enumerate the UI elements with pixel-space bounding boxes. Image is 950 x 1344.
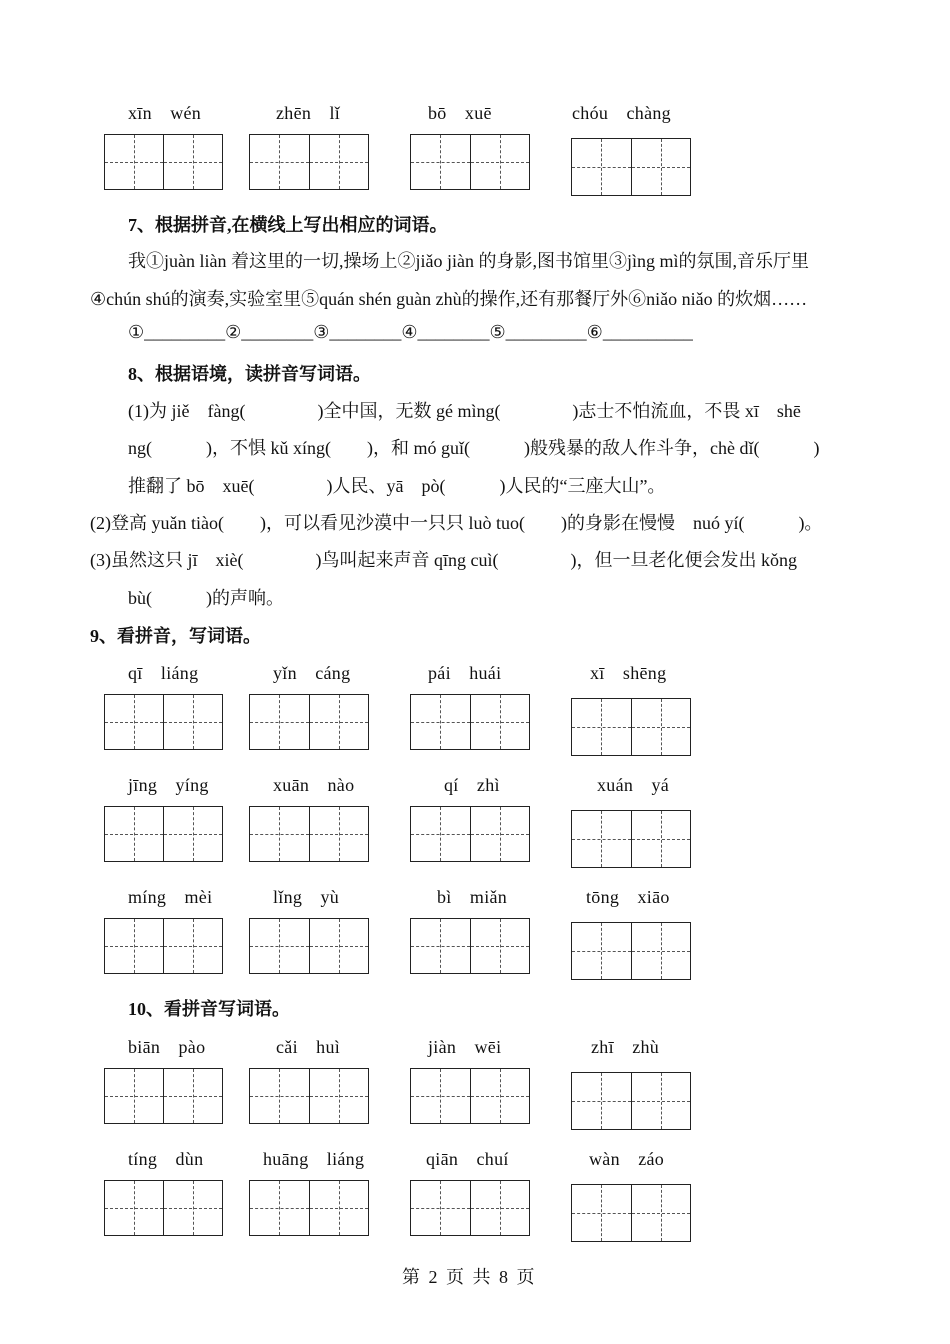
pinyin-label: xīn wén (128, 103, 202, 123)
tianzige-writing-box[interactable] (104, 1180, 223, 1236)
tianzige-writing-box[interactable] (410, 918, 530, 974)
question-7-line: 我①juàn liàn 着这里的一切,操场上②jiǎo jiàn 的身影,图书馆里③jìng mì的氛围,音乐厅里 (128, 251, 809, 271)
question-8-title: 8、根据语境，读拼音写词语。 (128, 364, 371, 384)
tianzige-writing-box[interactable] (410, 134, 530, 190)
pinyin-label: qī liáng (128, 663, 199, 683)
tianzige-writing-box[interactable] (571, 922, 691, 980)
pinyin-label: tōng xiāo (586, 887, 670, 907)
tianzige-writing-box[interactable] (410, 1068, 530, 1124)
question-8-line: bù( )的声响。 (128, 588, 284, 608)
pinyin-label: jiàn wēi (428, 1037, 502, 1057)
question-8-line: (3)虽然这只 jī xiè( )鸟叫起来声音 qīng cuì( )，但一旦老化便会发出 kǒng (90, 550, 797, 570)
pinyin-label: jīng yíng (128, 775, 209, 795)
pinyin-label: bì miǎn (437, 887, 508, 907)
tianzige-writing-box[interactable] (104, 694, 223, 750)
question-8-line: (2)登高 yuǎn tiào( )，可以看见沙漠中一只只 luò tuo( )的身影在慢慢 nuó yí( )。 (90, 513, 823, 533)
tianzige-writing-box[interactable] (104, 1068, 223, 1124)
pinyin-label: bō xuē (428, 103, 492, 123)
pinyin-label: xuān nào (273, 775, 355, 795)
question-7-line: ④chún shú的演奏,实验室里⑤quán shén guàn zhù的操作,还有那餐厅外⑥niǎo niǎo 的炊烟…… (90, 289, 808, 309)
question-7-title: 7、根据拼音,在横线上写出相应的词语。 (128, 215, 448, 235)
pinyin-label: tíng dùn (128, 1149, 204, 1169)
tianzige-writing-box[interactable] (104, 134, 223, 190)
pinyin-label: biān pào (128, 1037, 206, 1057)
pinyin-label: qí zhì (444, 775, 500, 795)
pinyin-label: cǎi huì (276, 1037, 341, 1057)
page-number: 第 2 页 共 8 页 (402, 1267, 537, 1287)
tianzige-writing-box[interactable] (410, 806, 530, 862)
question-8-line: 推翻了 bō xuē( )人民、yā pò( )人民的“三座大山”。 (128, 476, 666, 496)
pinyin-label: chóu chàng (572, 103, 671, 123)
pinyin-label: zhī zhù (591, 1037, 660, 1057)
tianzige-writing-box[interactable] (249, 694, 369, 750)
question-7-answer-blanks[interactable]: ①_________②________③________④________⑤_________⑥__________ (128, 322, 693, 342)
tianzige-writing-box[interactable] (104, 918, 223, 974)
question-8-line: ng( )，不惧 kǔ xíng( )，和 mó guǐ( )般残暴的敌人作斗争，chè dǐ( ) (128, 438, 820, 458)
tianzige-writing-box[interactable] (249, 1068, 369, 1124)
tianzige-writing-box[interactable] (249, 806, 369, 862)
pinyin-label: pái huái (428, 663, 502, 683)
tianzige-writing-box[interactable] (249, 1180, 369, 1236)
tianzige-writing-box[interactable] (249, 918, 369, 974)
tianzige-writing-box[interactable] (571, 1072, 691, 1130)
tianzige-writing-box[interactable] (104, 806, 223, 862)
pinyin-label: yǐn cáng (273, 663, 351, 683)
question-9-title: 9、看拼音，写词语。 (90, 626, 261, 646)
tianzige-writing-box[interactable] (571, 138, 691, 196)
tianzige-writing-box[interactable] (571, 698, 691, 756)
tianzige-writing-box[interactable] (571, 1184, 691, 1242)
pinyin-label: lǐng yù (273, 887, 340, 907)
pinyin-label: zhēn lǐ (276, 103, 341, 123)
question-10-title: 10、看拼音写词语。 (128, 999, 290, 1019)
tianzige-writing-box[interactable] (410, 1180, 530, 1236)
pinyin-label: xuán yá (597, 775, 670, 795)
tianzige-writing-box[interactable] (571, 810, 691, 868)
tianzige-writing-box[interactable] (410, 694, 530, 750)
pinyin-label: xī shēng (590, 663, 667, 683)
pinyin-label: huāng liáng (263, 1149, 365, 1169)
pinyin-label: wàn záo (589, 1149, 665, 1169)
question-8-line: (1)为 jiě fàng( )全中国，无数 gé mìng( )志士不怕流血，不畏 xī shē (128, 401, 801, 421)
pinyin-label: míng mèi (128, 887, 213, 907)
pinyin-label: qiān chuí (426, 1149, 509, 1169)
tianzige-writing-box[interactable] (249, 134, 369, 190)
